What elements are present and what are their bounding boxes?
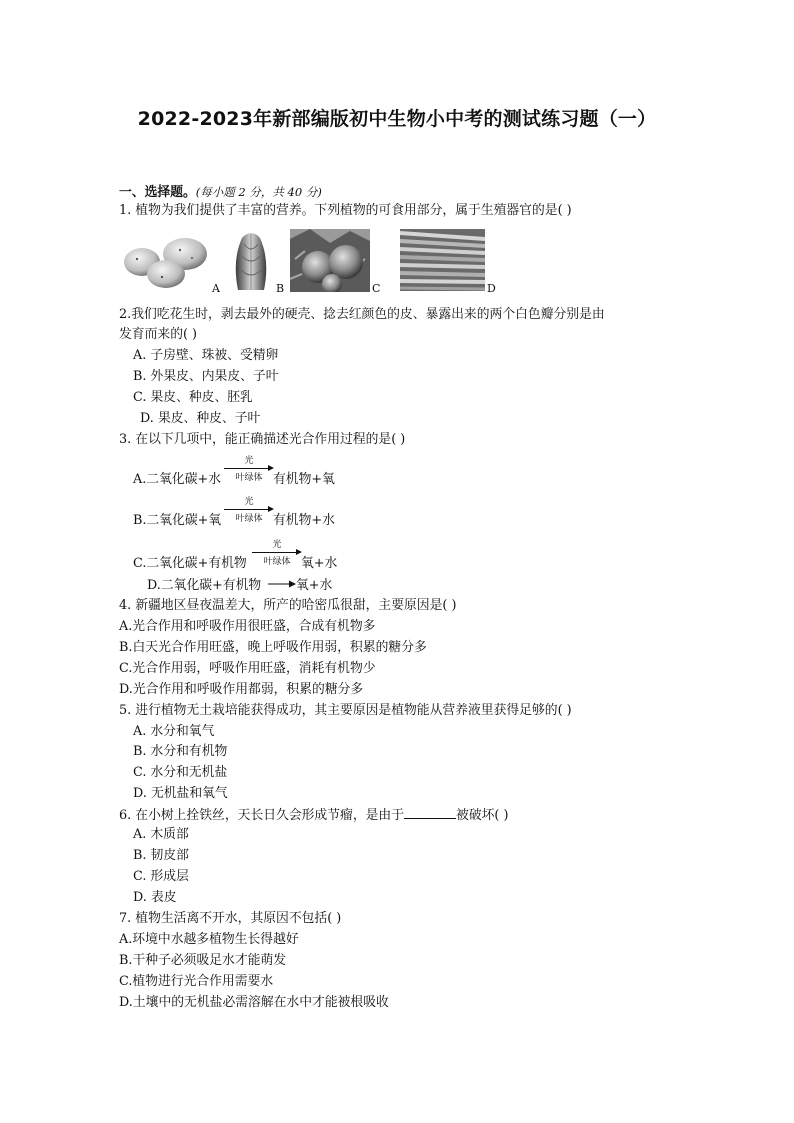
- beans-image: [400, 229, 485, 291]
- q3-option-a-left: A.二氧化碳+水: [133, 472, 222, 487]
- q2-option-d: D. 果皮、种皮、子叶: [140, 411, 261, 426]
- potato-image: [122, 232, 210, 292]
- question-1: 1. 植物为我们提供了丰富的营养。下列植物的可食用部分，属于生殖器官的是( ): [119, 203, 572, 218]
- option-letter-b: B: [276, 282, 285, 295]
- q7-option-c: C.植物进行光合作用需要水: [119, 974, 274, 989]
- q4-option-d: D.光合作用和呼吸作用都弱，积累的糖分多: [119, 682, 364, 697]
- q6-option-a: A. 木质部: [133, 827, 189, 842]
- arrow-right-icon: [268, 465, 274, 471]
- question-2-line-2: 发育而来的( ): [119, 327, 198, 342]
- question-6-before: 6. 在小树上拴铁丝，天长日久会形成节瘤，是由于: [119, 808, 405, 823]
- q4-option-a: A.光合作用和呼吸作用很旺盛，合成有机物多: [119, 619, 376, 634]
- q4-option-b: B.白天光合作用旺盛，晚上呼吸作用弱，积累的糖分多: [119, 640, 427, 655]
- q2-option-b: B. 外果皮、内果皮、子叶: [133, 369, 279, 384]
- arrow-label-light: 光: [244, 456, 254, 466]
- q6-option-d: D. 表皮: [133, 890, 177, 905]
- section-heading: [119, 184, 322, 201]
- q3-option-b-left: B.二氧化碳+氧: [133, 513, 222, 528]
- q6-option-c: C. 形成层: [133, 869, 189, 884]
- answer-blank: [404, 807, 456, 819]
- arrow-right-icon: [296, 549, 302, 555]
- question-7: 7. 植物生活离不开水，其原因不包括( ): [119, 911, 342, 926]
- section-note: (每小题 2 分，共 40 分): [195, 185, 322, 199]
- arrow-label-chloroplast: 叶绿体: [263, 557, 291, 567]
- question-6-after: 被破坏( ): [456, 808, 509, 823]
- q7-option-b: B.干种子必须吸足水才能萌发: [119, 953, 287, 968]
- question-6: [119, 807, 508, 824]
- q3-option-c-left: C.二氧化碳+有机物: [133, 556, 247, 571]
- question-2-line-1: 2.我们吃花生时，剥去最外的硬壳、捻去红颜色的皮、暴露出来的两个白色瓣分别是由: [119, 307, 605, 322]
- q2-option-c: C. 果皮、种皮、胚乳: [133, 390, 253, 405]
- q3-option-a-arrow: [224, 456, 274, 484]
- page-title: 2022-2023年新部编版初中生物小中考的测试练习题（一）: [137, 108, 657, 130]
- q3-option-d-left: D.二氧化碳+有机物: [147, 578, 262, 593]
- arrow-label-light: 光: [272, 540, 282, 550]
- q5-option-c: C. 水分和无机盐: [133, 765, 228, 780]
- question-5: 5. 进行植物无土栽培能获得成功，其主要原因是植物能从营养液里获得足够的( ): [119, 703, 572, 718]
- q4-option-c: C.光合作用弱，呼吸作用旺盛，消耗有机物少: [119, 661, 376, 676]
- q5-option-a: A. 水分和氧气: [133, 724, 215, 739]
- q3-option-b-right: 有机物+水: [273, 513, 335, 528]
- q7-option-d: D.土壤中的无机盐必需溶解在水中才能被根吸收: [119, 995, 389, 1010]
- section-title: 一、选择题。: [119, 185, 196, 200]
- tomato-image: [290, 229, 370, 292]
- q3-option-d-right: 氧+水: [296, 578, 333, 593]
- option-letter-a: A: [212, 282, 220, 295]
- cabbage-image: [230, 230, 272, 292]
- question-4: 4. 新疆地区昼夜温差大，所产的哈密瓜很甜，主要原因是( ): [119, 598, 457, 613]
- q3-option-a-right: 有机物+氧: [273, 472, 335, 487]
- q5-option-d: D. 无机盐和氧气: [133, 786, 228, 801]
- q2-option-a: A. 子房壁、珠被、受精卵: [133, 348, 279, 363]
- arrow-label-light: 光: [244, 497, 254, 507]
- question-3: 3. 在以下几项中，能正确描述光合作用过程的是( ): [119, 432, 406, 447]
- q3-option-c-right: 氧+水: [301, 556, 338, 571]
- q5-option-b: B. 水分和有机物: [133, 744, 228, 759]
- option-letter-c: C: [372, 282, 381, 295]
- q6-option-b: B. 韧皮部: [133, 848, 189, 863]
- q3-option-b-arrow: [224, 497, 274, 525]
- option-letter-d: D: [487, 282, 496, 295]
- arrow-label-chloroplast: 叶绿体: [235, 514, 263, 524]
- arrow-right-icon: [268, 578, 296, 590]
- arrow-right-icon: [268, 506, 274, 512]
- arrow-label-chloroplast: 叶绿体: [235, 473, 263, 483]
- q3-option-c-arrow: [252, 540, 302, 568]
- q7-option-a: A.环境中水越多植物生长得越好: [119, 932, 299, 947]
